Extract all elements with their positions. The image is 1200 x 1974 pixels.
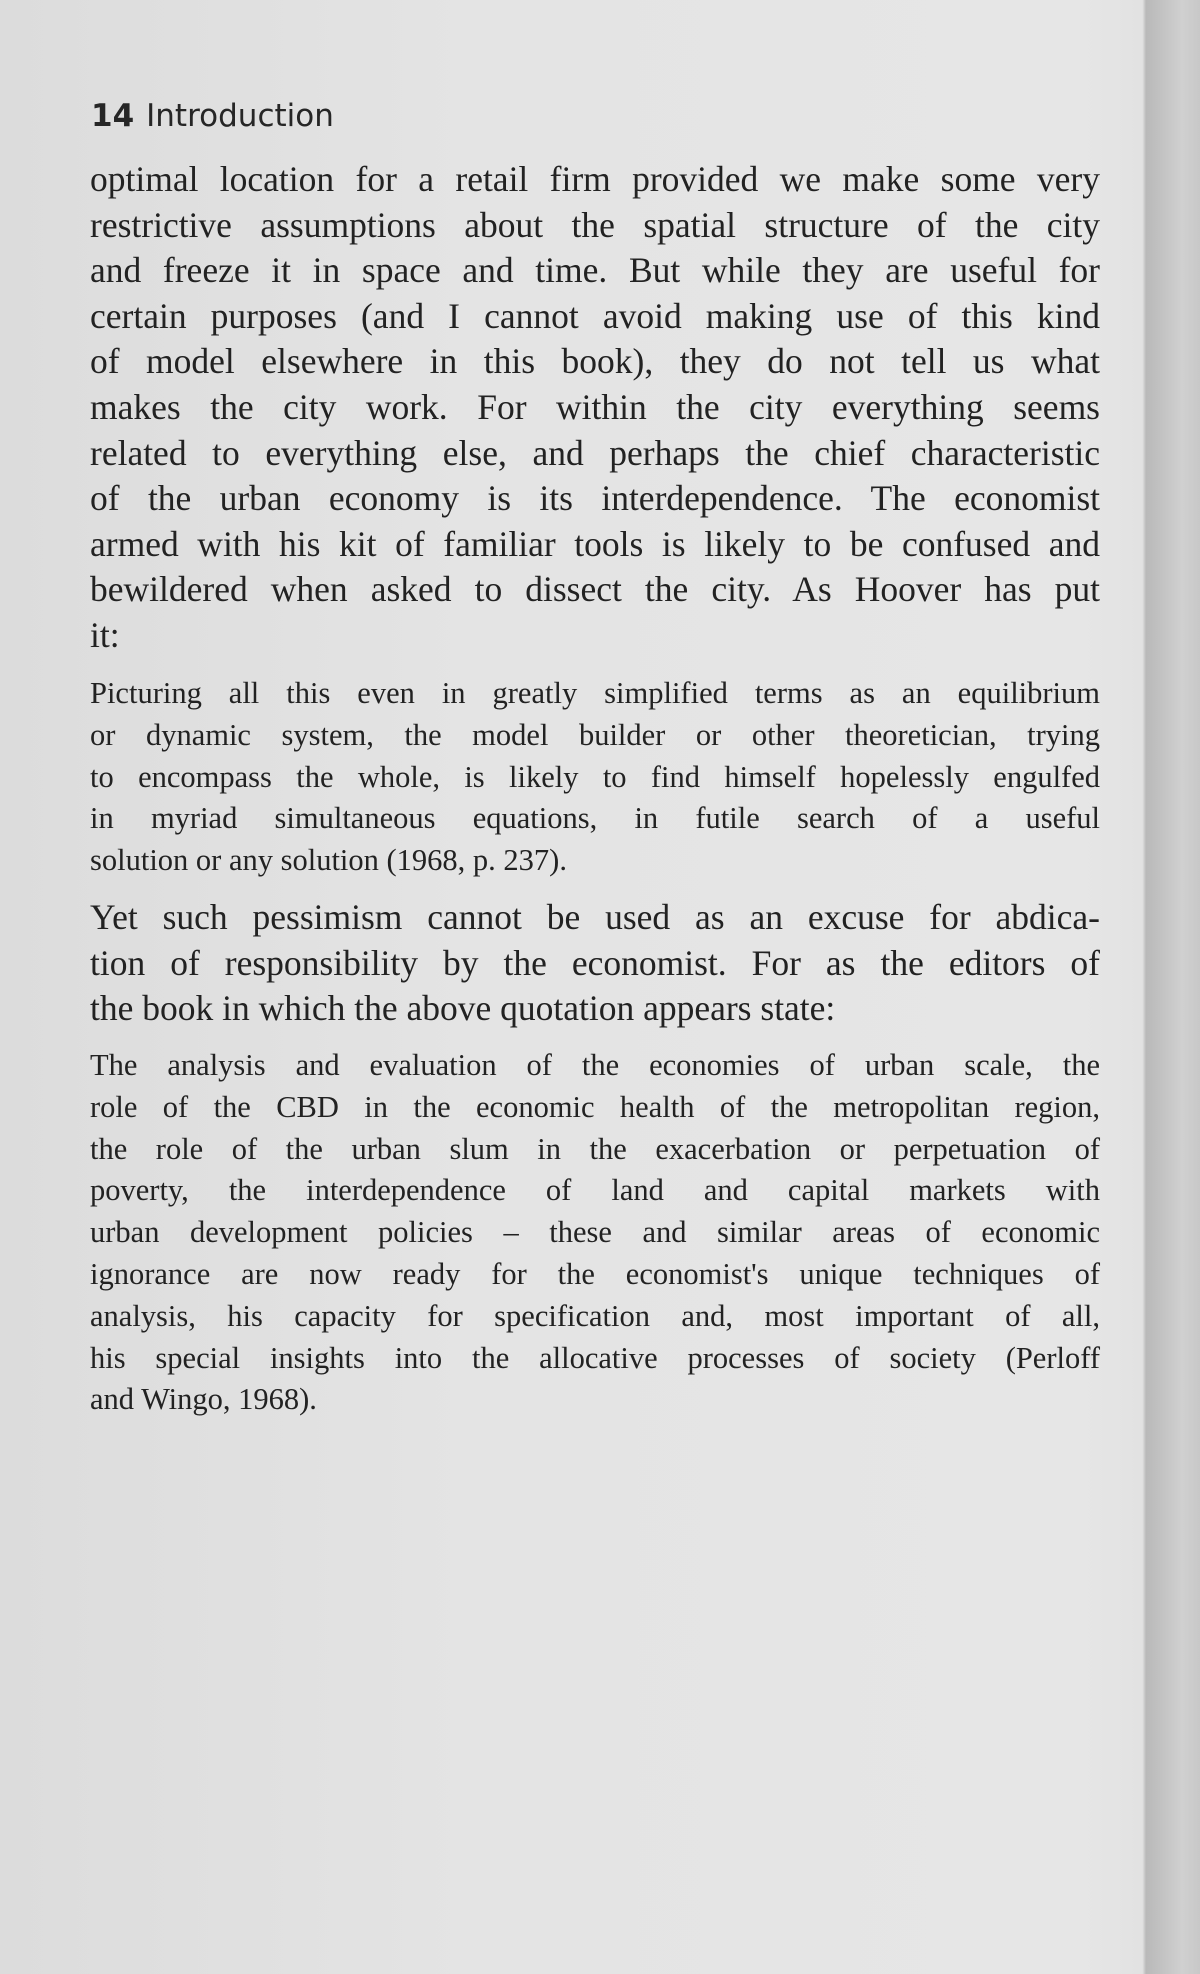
text-line: analysis, his capacity for specification and, most important of all, xyxy=(90,1298,1100,1333)
text-line: of model elsewhere in this book), they do not tell us what xyxy=(90,341,1100,382)
text-line: it: xyxy=(90,614,120,655)
text-line: ignorance are now ready for the economist's unique techniques of xyxy=(90,1256,1100,1291)
text-line: his special insights into the allocative processes of society (Perloff xyxy=(90,1340,1100,1375)
text-line: solution or any solution (1968, p. 237). xyxy=(90,843,567,878)
running-header xyxy=(91,98,334,134)
paragraph-2 xyxy=(90,895,1100,1032)
page-number: 14 xyxy=(91,98,135,134)
text-line: optimal location for a retail firm provided we make some very xyxy=(90,159,1100,199)
section-title: Introduction xyxy=(146,98,334,134)
text-line: bewildered when asked to dissect the city. As Hoover has put xyxy=(90,569,1100,610)
text-line: and freeze it in space and time. But while they are useful for xyxy=(90,250,1100,291)
block-quote-hoover xyxy=(90,673,1100,882)
text-line: Yet such pessimism cannot be used as an excuse for abdica- xyxy=(90,897,1100,937)
paragraph-1 xyxy=(90,157,1100,659)
text-line: The analysis and evaluation of the economies of urban scale, the xyxy=(90,1048,1100,1082)
text-line: tion of responsibility by the economist. For as the editors of xyxy=(90,942,1100,983)
text-line: poverty, the interdependence of land and capital markets with xyxy=(90,1173,1100,1208)
text-line: role of the CBD in the economic health of the metropolitan region, xyxy=(90,1089,1100,1124)
text-line: to encompass the whole, is likely to find himself hopelessly engulfed xyxy=(90,759,1100,794)
text-line: makes the city work. For within the city everything seems xyxy=(90,386,1100,427)
text-line: of the urban economy is its interdependence. The economist xyxy=(90,478,1100,519)
text-line: related to everything else, and perhaps the chief characteristic xyxy=(90,432,1100,473)
text-line: the book in which the above quotation appears state: xyxy=(90,988,836,1029)
text-line: certain purposes (and I cannot avoid making use of this kind xyxy=(90,295,1100,336)
text-line: Picturing all this even in greatly simplified terms as an equilibrium xyxy=(90,676,1100,710)
block-quote-perloff-wingo xyxy=(90,1045,1100,1421)
text-line: urban development policies – these and similar areas of economic xyxy=(90,1215,1100,1250)
text-line: restrictive assumptions about the spatial structure of the city xyxy=(90,204,1100,245)
text-line: armed with his kit of familiar tools is likely to be confused and xyxy=(90,523,1100,564)
text-line: and Wingo, 1968). xyxy=(90,1382,317,1417)
text-line: or dynamic system, the model builder or other theoretician, trying xyxy=(90,717,1100,752)
text-line: the role of the urban slum in the exacerbation or perpetuation of xyxy=(90,1131,1100,1166)
text-line: in myriad simultaneous equations, in futile search of a useful xyxy=(90,801,1100,836)
